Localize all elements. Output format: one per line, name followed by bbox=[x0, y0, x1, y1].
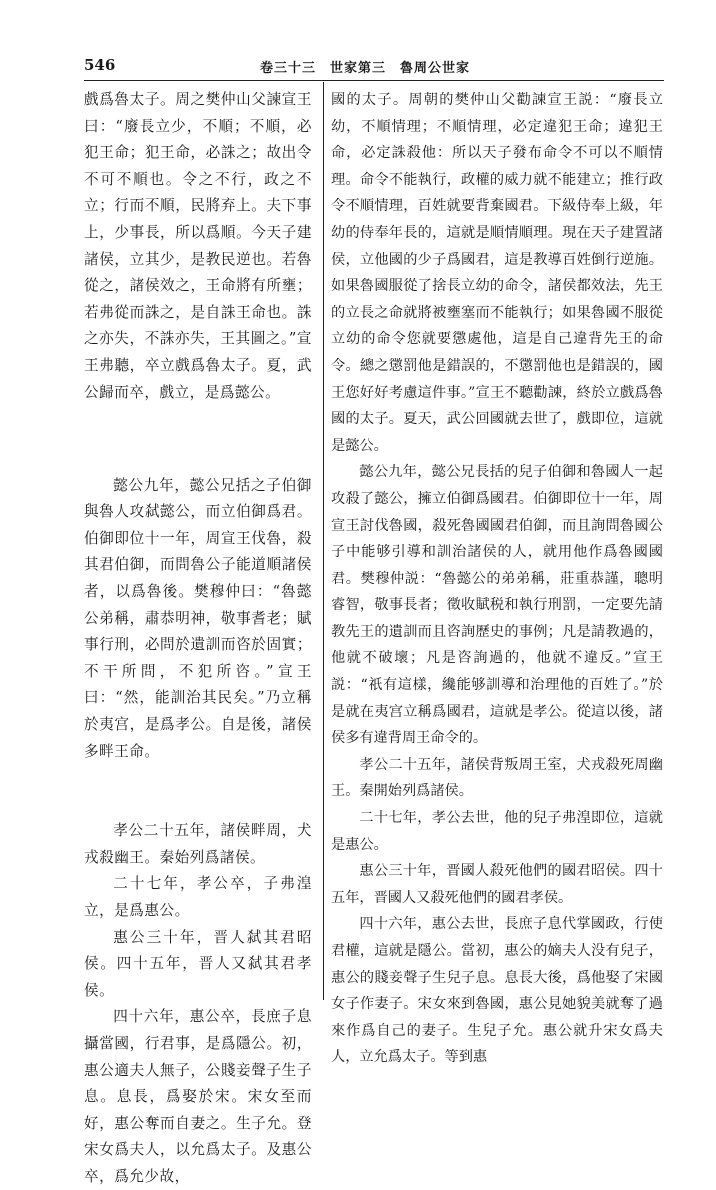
translation-column bbox=[331, 87, 663, 1071]
running-header bbox=[84, 56, 664, 82]
classical-text-column bbox=[84, 87, 312, 1190]
translation-paragraph: 孝公二十五年，諸侯背叛周王室，犬戎殺死周幽王。秦開始列爲諸侯。 bbox=[331, 756, 663, 800]
classical-paragraph: 孝公二十五年，諸侯畔周，犬戎殺幽王。秦始列爲諸侯。 bbox=[84, 822, 312, 866]
column-divider bbox=[323, 82, 324, 1000]
running-title: 卷三十三 世家第三 魯周公世家 bbox=[260, 61, 471, 76]
translation-paragraph: 惠公三十年，晋國人殺死他們的國君昭侯。四十五年，晋國人又殺死他們的國君孝侯。 bbox=[331, 863, 663, 906]
translation-paragraph: 懿公九年，懿公兄長括的兒子伯御和魯國人一起攻殺了懿公，擁立伯御爲國君。伯御即位十一年，周宣王討伐魯國，殺死魯國國君伯御，而且詢問魯國公子中能够引導和訓治諸侯的人，就用他作爲魯國國君。樊穆仲説：“魯懿公的弟弟稱，莊重恭謹，聰明睿智，敬事長者；徵收賦税和執行刑罰，一定要先請教先王的遺訓而且咨詢歷史的事例；凡是請教過的，他就不破壞；凡是咨詢過的，他就不違反。”宣王説：“祇有這樣，纔能够訓導和治理他的百姓了。”於是就在夷宫立稱爲國君，這就是孝公。從這以後，諸侯多有違背周王命令的。 bbox=[331, 464, 663, 747]
header-rule bbox=[84, 80, 664, 81]
classical-paragraph: 四十六年，惠公卒，長庶子息攝當國，行君事，是爲隱公。初，惠公適夫人無子，公賤妾聲子生子息。息長，爲娶於宋。宋女至而好，惠公奪而自妻之。生子允。登宋女爲夫人，以允爲太子。及惠公卒，爲允少故， bbox=[84, 1008, 312, 1185]
classical-paragraph: 懿公九年，懿公兄括之子伯御與魯人攻弑懿公，而立伯御爲君。伯御即位十一年，周宣王伐魯，殺其君伯御，而問魯公子能道順諸侯者，以爲魯後。樊穆仲曰：“魯懿公弟稱，肅恭明神，敬事耆老；賦事行刑，必問於遺訓而咨於固實；不干所問，不犯所咨。”宣王曰：“然，能訓治其民矣。”乃立稱於夷宫，是爲孝公。自是後，諸侯多畔王命。 bbox=[84, 476, 312, 760]
classical-paragraph: 戲爲魯太子。周之樊仲山父諫宣王曰：“廢長立少，不順；不順，必犯王命；犯王命，必誅之；故出令不可不順也。令之不行，政之不立；行而不順，民將弃上。夫下事上，少事長，所以爲順。今天子建諸侯，立其少，是教民逆也。若魯從之，諸侯效之，王命將有所壅；若弗從而誅之，是自誅王命也。誅之亦失，不誅亦失，王其圖之。”宣王弗聽，卒立戲爲魯太子。夏，武公歸而卒，戲立，是爲懿公。 bbox=[84, 91, 312, 401]
translation-paragraph: 國的太子。周朝的樊仲山父勸諫宣王説：“廢長立幼，不順情理；不順情理，必定違犯王命；違犯王命，必定誅殺他：所以天子發布命令不可以不順情理。命令不能執行，政權的威力就不能建立；推行政令不順情理，百姓就要背棄國君。下級侍奉上級，年幼的侍奉年長的，這就是順情順理。現在天子建置諸侯，立他國的少子爲國君，這是教導百姓倒行逆施。如果魯國服從了捨長立幼的命令，諸侯都效法，先王的立長之命就將被壅塞而不能執行；如果魯國不服從立幼的命令您就要懲處他，這是自己違背先王的命令。總之懲罰他是錯誤的，不懲罰他也是錯誤的，國王您好好考慮這件事。”宣王不聽勸諫，終於立戲爲魯國的太子。夏天，武公回國就去世了，戲即位，這就是懿公。 bbox=[331, 92, 663, 454]
translation-paragraph: 二十七年，孝公去世，他的兒子弗湟即位，這就是惠公。 bbox=[331, 810, 663, 853]
classical-paragraph: 二十七年，孝公卒，子弗湟立，是爲惠公。 bbox=[84, 875, 312, 919]
classical-paragraph: 惠公三十年，晋人弑其君昭侯。四十五年，晋人又弑其君孝侯。 bbox=[84, 928, 312, 999]
translation-paragraph: 四十六年，惠公去世，長庶子息代掌國政，行使君權，這就是隱公。當初，惠公的嫡夫人没有兒子，惠公的賤妾聲子生兒子息。息長大後，爲他娶了宋國女子作妻子。宋女來到魯國，惠公見她貌美就奪了過來作爲自己的妻子。生兒子允。惠公就升宋女爲夫人，立允爲太子。等到惠 bbox=[331, 916, 663, 1066]
page-number: 546 bbox=[84, 56, 116, 74]
